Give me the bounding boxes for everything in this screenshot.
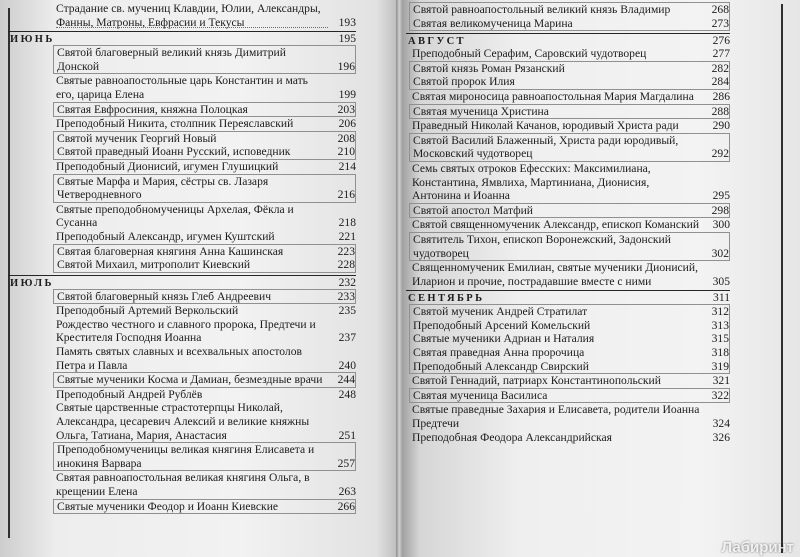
entry-title: Святой Василий Блаженный, Христа ради юродивый, Московский чудотворец: [413, 133, 679, 161]
toc-entry[interactable]: [57, 258, 355, 272]
page-number: 290: [712, 119, 730, 133]
entry-title: Святые равноапостольные царь Константин и мать его, царица Елена: [56, 74, 308, 101]
toc-entry[interactable]: [413, 332, 729, 346]
toc-entry[interactable]: [412, 119, 730, 133]
entry-title: Святой пророк Илия: [413, 75, 515, 89]
highlight-box-june-5: [53, 244, 356, 273]
page-number: 312: [711, 305, 729, 319]
entry-title: Святая равноапостольная великая княгиня Ольга, в крещении Елена: [56, 471, 310, 498]
entry-title: Святые праведные Захария и Елисавета, родители Иоанна Предтечи: [412, 403, 700, 431]
entry-title: ИЮЛЬ: [10, 277, 54, 289]
page-number: 214: [338, 159, 356, 173]
toc-entry[interactable]: [413, 62, 729, 76]
labirint-watermark: Лабиринт: [721, 539, 794, 557]
section-heading-june[interactable]: [8, 31, 356, 44]
page-number: 268: [711, 3, 729, 16]
toc-entry[interactable]: [413, 360, 729, 374]
entry-title: Святая праведная Анна пророчица: [413, 346, 585, 360]
entry-title: Преподобный Андрей Рублёв: [56, 387, 203, 401]
section-heading-august[interactable]: [406, 33, 730, 46]
page-number: 292: [711, 147, 729, 161]
toc-entry[interactable]: [56, 318, 356, 345]
entry-title: Преподобный Артемий Веркольский: [56, 304, 239, 318]
toc-entry[interactable]: [413, 346, 729, 360]
page-number: 311: [713, 291, 730, 305]
toc-entry[interactable]: [56, 203, 356, 230]
entry-title: Святые царственные страстотерпцы Николай, Александра, цесаревич Алексий и великие княжны Ольга, Татиана, Мария, Анастасия: [56, 401, 310, 442]
page-number: 300: [712, 218, 730, 232]
entry-title: Семь святых отроков Ефесских: Максимилиана, Константина, Ямвлиха, Мартиниана, Дионисия, Антонина и Иоанна: [412, 161, 651, 203]
entry-title: Священномученик Емилиан, святые мученики Дионисий, Иларион и прочие, пострадавшие вместе с ними: [412, 261, 698, 288]
entry-title: Страдание св. мучениц Клавдии, Юлии, Александры, Фанны, Матроны, Евфрасии и Текусы: [56, 2, 326, 29]
entry-title: Святая мироносица равноапостольная Мария Магдалина: [412, 89, 694, 103]
toc-entry[interactable]: [412, 403, 730, 430]
entry-title: Святые мученики Адриан и Наталия: [413, 332, 595, 346]
toc-entry[interactable]: [412, 431, 730, 445]
page-number: 223: [337, 244, 355, 258]
toc-entry[interactable]: [412, 47, 730, 61]
entry-title: Преподобный Александр Свирский: [413, 359, 589, 373]
entry-title: Святой благоверный князь Глеб Андреевич: [57, 289, 272, 303]
entry-title: Святая мученица Христина: [413, 104, 549, 118]
toc-entry[interactable]: [413, 233, 729, 260]
toc-entry[interactable]: [56, 160, 356, 174]
toc-entry[interactable]: [57, 145, 355, 159]
page-number: 232: [338, 275, 356, 289]
highlight-box-july-4: [53, 499, 356, 515]
page-number: 319: [711, 359, 729, 373]
highlight-box-aug-5: [409, 232, 730, 261]
highlight-box-sep-1: [409, 304, 730, 374]
entry-title: Праведный Николай Качанов, юродивый Христа ради: [412, 119, 679, 133]
page-number: 208: [337, 131, 355, 145]
entry-title: Рождество честного и славного пророка, Предтечи и Крестителя Господня Иоанна: [56, 317, 316, 345]
toc-entry[interactable]: [56, 401, 356, 442]
entry-title: Святой Михаил, митрополит Киевский: [57, 258, 251, 272]
section-heading-july[interactable]: [8, 275, 356, 288]
page-number: 237: [338, 331, 356, 345]
entry-title: Святитель Тихон, епископ Воронежский, Задонский чудотворец: [413, 232, 671, 260]
toc-entry[interactable]: [413, 305, 729, 319]
highlight-box-july-1: [53, 289, 356, 305]
left-toc-column: [10, 2, 356, 514]
entry-title: ИЮНЬ: [10, 34, 55, 46]
toc-entry[interactable]: [56, 345, 356, 372]
page-number: 221: [338, 229, 356, 243]
toc-entry[interactable]: [413, 3, 729, 17]
page-number: 305: [712, 274, 730, 288]
page-number: 321: [712, 374, 730, 388]
entry-title: АВГУСТ: [408, 36, 466, 48]
entry-title: Преподобный Арсений Комельский: [413, 318, 591, 332]
page-number: 199: [338, 87, 356, 101]
entry-title: СЕНТЯБРЬ: [408, 293, 485, 305]
page-number: 210: [337, 145, 355, 159]
page-number: 324: [712, 417, 730, 431]
page-number: 326: [712, 430, 730, 444]
entry-title: Святой Геннадий, патриарх Константинопольский: [412, 374, 661, 388]
entry-title: Святые Марфа и Мария, сёстры св. Лазаря Четверодневного: [57, 174, 269, 202]
highlight-box-aug-4: [409, 203, 730, 219]
toc-entry[interactable]: [413, 389, 729, 403]
entry-title: Преподобная Феодора Александрийская: [412, 430, 612, 444]
page-number: 193: [338, 15, 356, 29]
toc-entry[interactable]: [56, 388, 356, 402]
highlight-box-aug-3: [409, 133, 730, 162]
toc-entry[interactable]: [56, 230, 356, 244]
toc-entry[interactable]: [413, 319, 729, 333]
page-number: 233: [337, 289, 355, 303]
page-number: 206: [338, 117, 356, 131]
highlight-box-aug-1: [409, 61, 730, 90]
page-number: 196: [337, 59, 355, 73]
toc-entry[interactable]: [57, 46, 355, 73]
toc-entry[interactable]: [57, 443, 355, 470]
entry-title: Святой священномученик Александр, епископ Команский: [412, 218, 700, 232]
entry-title: Святая мученица Василиса: [413, 388, 548, 402]
toc-entry[interactable]: [57, 245, 355, 259]
toc-entry[interactable]: [56, 117, 356, 131]
page-number: 240: [338, 358, 356, 372]
page-number: 218: [338, 216, 356, 230]
book-spine: [396, 0, 402, 557]
page-number: 263: [338, 485, 356, 498]
page-number: 273: [711, 16, 729, 30]
entry-title: Святой апостол Матфий: [413, 203, 534, 217]
entry-title: Святые мученики Косма и Дамиан, безмездные врачи: [57, 373, 323, 387]
toc-entry[interactable]: [56, 304, 356, 318]
page-number: 295: [712, 189, 730, 203]
entry-title: Святой праведный Иоанн Русский, исповедник: [57, 145, 291, 159]
toc-entry[interactable]: [56, 471, 356, 498]
highlight-box-sep-2: [409, 388, 730, 404]
highlight-box-aug-2: [409, 104, 730, 120]
toc-entry[interactable]: [57, 132, 355, 146]
toc-entry[interactable]: [412, 218, 730, 232]
toc-entry[interactable]: [56, 2, 356, 29]
page-number: 302: [711, 246, 729, 260]
page-number: 288: [711, 104, 729, 118]
page-number: 216: [337, 188, 355, 202]
highlight-box-june-3: [53, 131, 356, 160]
page-number: 266: [337, 499, 355, 513]
page-number: 248: [338, 387, 356, 401]
entry-title: Память святых славных и всехвальных апостолов Петра и Павла: [56, 345, 302, 372]
entry-title: Преподобный Александр, игумен Куштский: [56, 229, 275, 243]
page-number: 298: [711, 203, 729, 217]
page-number: 276: [712, 34, 730, 48]
toc-entry[interactable]: [412, 374, 730, 388]
page-number: 235: [338, 304, 356, 318]
toc-entry[interactable]: [57, 290, 355, 304]
page-number: 251: [338, 428, 356, 442]
page-number: 203: [337, 102, 355, 116]
page-number: 282: [711, 61, 729, 75]
entry-title: Святой благоверный великий князь Димитрий Донской: [57, 46, 286, 73]
right-toc-column: [408, 2, 730, 444]
toc-entry[interactable]: [413, 75, 729, 89]
right-page: [400, 0, 800, 557]
page-number: 313: [711, 318, 729, 332]
entry-title: Преподобный Дионисий, игумен Глушицкий: [56, 159, 279, 173]
highlight-box-july-3: [53, 442, 356, 471]
highlight-box-june-2: [53, 102, 356, 118]
page-number: 318: [711, 346, 729, 360]
entry-title: Святая великомученица Марина: [413, 16, 573, 30]
toc-entry[interactable]: [413, 134, 729, 161]
page-number: 286: [712, 89, 730, 103]
entry-title: Святой мученик Андрей Стратилат: [413, 305, 588, 319]
entry-title: Преподобный Серафим, Саровский чудотворец: [412, 47, 647, 61]
toc-entry[interactable]: [57, 103, 355, 117]
page-number: 322: [711, 388, 729, 402]
toc-entry[interactable]: [57, 175, 355, 202]
toc-entry[interactable]: [56, 74, 356, 101]
section-heading-september[interactable]: [406, 290, 730, 303]
highlight-box-june-1: [53, 45, 356, 74]
entry-title: Святые мученики Феодор и Иоанн Киевские: [57, 499, 279, 513]
entry-title: Святой мученик Георгий Новый: [57, 131, 217, 145]
highlight-box-july-2: [53, 372, 356, 388]
entry-title: Святые преподобномученицы Архелая, Фёкла и Сусанна: [56, 202, 294, 230]
toc-entry[interactable]: [413, 105, 729, 119]
entry-title: Преподобный Никита, столпник Переяславский: [56, 117, 294, 131]
entry-title: Святая Евфросиния, княжна Полоцкая: [57, 102, 248, 116]
highlight-box-top: [409, 2, 730, 31]
page-number: 195: [338, 32, 356, 46]
page-number: 315: [711, 332, 729, 346]
toc-entry[interactable]: [412, 90, 730, 104]
page-number: 244: [337, 373, 355, 387]
page-number: 284: [711, 75, 729, 89]
entry-title: Святая благоверная княгиня Анна Кашинская: [57, 244, 284, 258]
toc-entry[interactable]: [413, 17, 729, 31]
entry-title: Преподобномученицы великая княгиня Елисавета и инокиня Варвара: [57, 443, 315, 470]
toc-entry[interactable]: [57, 373, 355, 387]
entry-title: Святой равноапостольный великий князь Владимир: [413, 3, 671, 16]
toc-entry[interactable]: [412, 162, 730, 203]
highlight-box-june-4: [53, 174, 356, 203]
left-margin-rule: [8, 8, 10, 538]
page-number: 277: [712, 47, 730, 61]
page-number: 228: [337, 258, 355, 272]
toc-entry[interactable]: [413, 204, 729, 218]
entry-title: Святой князь Роман Рязанский: [413, 61, 565, 75]
toc-entry[interactable]: [412, 261, 730, 288]
toc-entry[interactable]: [57, 500, 355, 514]
right-margin-rule: [781, 4, 783, 553]
page-number: 257: [337, 456, 355, 470]
